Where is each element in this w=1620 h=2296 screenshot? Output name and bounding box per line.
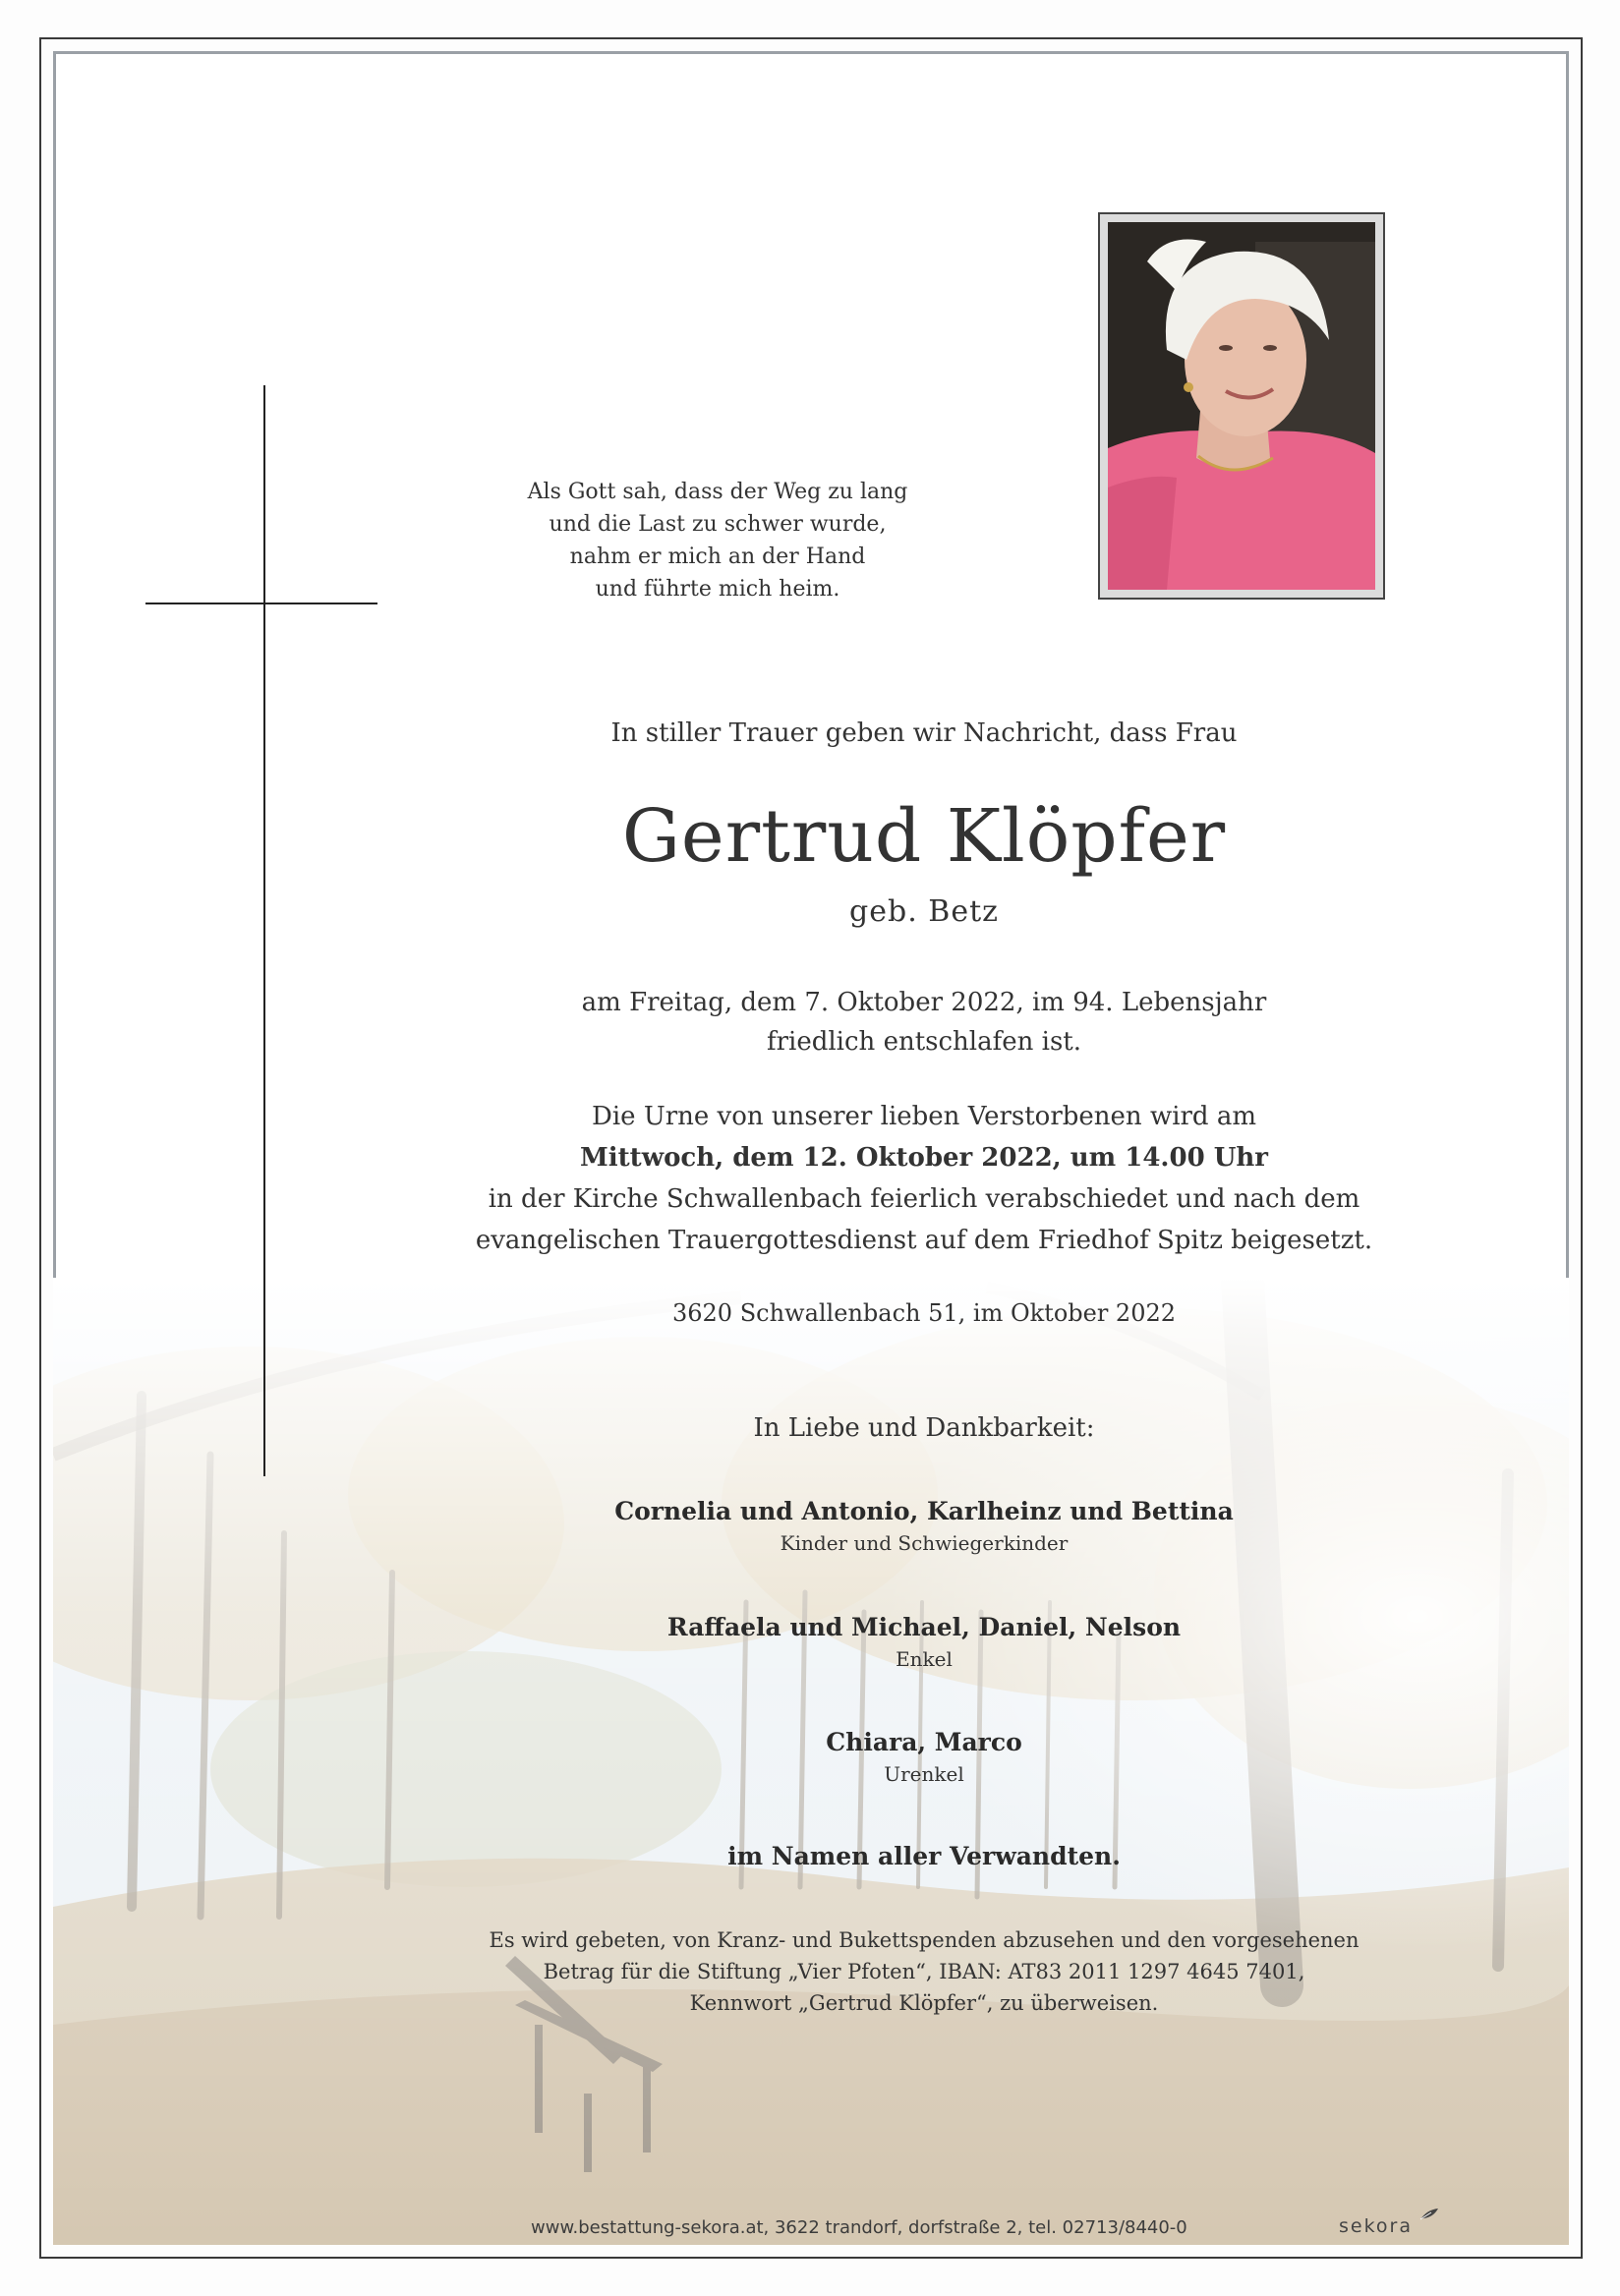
cross-icon-horizontal-bar: [145, 603, 377, 604]
funeral-details: [433, 1096, 1416, 1261]
poem-line: Als Gott sah, dass der Weg zu lang: [527, 480, 908, 504]
donation-line: Es wird gebeten, von Kranz- und Bukettspenden abzusehen und den vorgesehenen: [489, 1928, 1360, 1952]
mourners-heading: In Liebe und Dankbarkeit:: [753, 1413, 1095, 1443]
funeral-line: evangelischen Trauergottesdienst auf dem Friedhof Spitz beigesetzt.: [475, 1226, 1373, 1255]
death-peaceful-line: friedlich entschlafen ist.: [766, 1027, 1082, 1057]
funeral-line: in der Kirche Schwallenbach feierlich verabschiedet und nach dem: [488, 1184, 1360, 1214]
portrait-frame: [1098, 212, 1385, 600]
leaf-icon: [1419, 2208, 1439, 2221]
poem-line: und die Last zu schwer wurde,: [549, 512, 887, 537]
cross-icon-vertical-bar: [263, 385, 265, 1476]
death-date-line: am Freitag, dem 7. Oktober 2022, im 94. Lebensjahr: [581, 988, 1267, 1017]
place-and-date: 3620 Schwallenbach 51, im Oktober 2022: [671, 1299, 1177, 1327]
mourner-names: Raffaela und Michael, Daniel, Nelson: [666, 1613, 1182, 1641]
funeral-date-time: Mittwoch, dem 12. Oktober 2022, um 14.00 Uhr: [580, 1143, 1268, 1173]
mourner-group: [433, 1497, 1416, 1555]
donation-line: Kennwort „Gertrud Klöpfer“, zu überweisen.: [689, 1991, 1159, 2015]
mourner-relation: Enkel: [896, 1647, 953, 1671]
funeral-home-brand: sekora: [1339, 2215, 1413, 2237]
mourner-relation: Kinder und Schwiegerkinder: [780, 1531, 1069, 1555]
funeral-home-contact: www.bestattung-sekora.at, 3622 trandorf, dorfstraße 2, tel. 02713/8440-0: [531, 2217, 1187, 2238]
poem-line: und führte mich heim.: [595, 577, 840, 602]
deceased-name: Gertrud Klöpfer: [621, 794, 1227, 879]
memorial-poem: [472, 476, 963, 605]
poem-line: nahm er mich an der Hand: [569, 545, 866, 569]
funeral-line: Die Urne von unserer lieben Verstorbenen wird am: [592, 1102, 1256, 1131]
mourner-names: Chiara, Marco: [826, 1728, 1022, 1756]
mourner-names: Cornelia und Antonio, Karlheinz und Bettina: [614, 1497, 1234, 1525]
donation-line: Betrag für die Stiftung „Vier Pfoten“, IBAN: AT83 2011 1297 4645 7401,: [543, 1960, 1305, 1983]
donation-request: [433, 1924, 1416, 2019]
maiden-name: geb. Betz: [849, 894, 999, 929]
mourner-group: [433, 1613, 1416, 1671]
portrait-illustration: [1108, 222, 1375, 590]
mourners-closing: im Namen aller Verwandten.: [727, 1842, 1121, 1870]
mourner-group: [433, 1728, 1416, 1786]
death-details: [433, 983, 1416, 1062]
announcement-intro: In stiller Trauer geben wir Nachricht, dass Frau: [610, 718, 1238, 748]
mourner-relation: Urenkel: [884, 1762, 964, 1786]
portrait-photo: [1108, 222, 1375, 590]
